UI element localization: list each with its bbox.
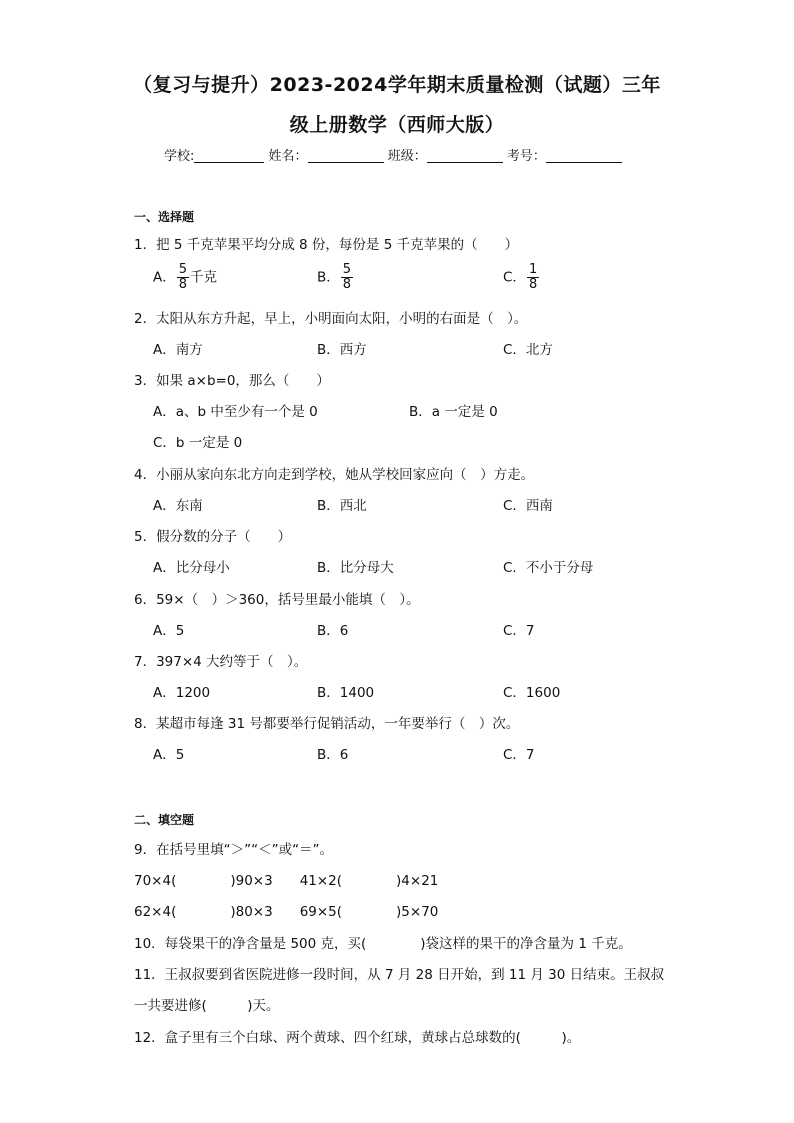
question-4: 4．小丽从家向东北方向走到学校，她从学校回家应向（ ）方走。 [134, 467, 535, 483]
q4-option-b: B．西北 [317, 498, 367, 514]
question-2: 2．太阳从东方升起，早上，小明面向太阳，小明的右面是（ ）。 [134, 311, 528, 327]
q1-a-prefix: A． [153, 269, 176, 286]
class-label: 班级： [387, 149, 427, 164]
q5-option-c: C．不小于分母 [503, 560, 594, 576]
student-info-row [164, 145, 622, 164]
q7-option-c: C．1600 [503, 685, 561, 701]
q6-option-a: A．5 [153, 623, 185, 639]
q1-a-numerator: 5 [178, 262, 188, 277]
exam-no-label: 考号： [506, 149, 546, 164]
q5-option-a: A．比分母小 [153, 560, 230, 576]
school-label: 学校: [164, 149, 195, 164]
question-5: 5．假分数的分子（ ） [134, 529, 292, 545]
q1-option-b [317, 263, 354, 292]
q2-option-b: B．西方 [317, 342, 367, 358]
question-9-row-1: 70×4( )90×3 41×2( )4×21 [134, 873, 439, 889]
name-label: 姓名： [268, 149, 308, 164]
exam-no-blank [546, 148, 622, 163]
question-8: 8．某超市每逢 31 号都要举行促销活动，一年要举行（ ）次。 [134, 716, 520, 732]
question-3: 3．如果 a×b=0，那么（ ） [134, 373, 330, 389]
q1-b-numerator: 5 [342, 262, 352, 277]
section-heading-fill-in: 二、填空题 [134, 813, 195, 827]
school-blank [194, 148, 264, 163]
q6-option-c: C．7 [503, 623, 535, 639]
q1-a-denominator: 8 [178, 277, 188, 292]
q3-option-a: A．a、b 中至少有一个是 0 [153, 404, 318, 420]
question-11-line-1: 11．王叔叔要到省医院进修一段时间，从 7 月 28 日开始，到 11 月 30 日结束。王叔叔 [134, 967, 665, 983]
q1-option-c [503, 263, 540, 292]
q1-c-prefix: C． [503, 269, 526, 286]
question-9-row-2: 62×4( )80×3 69×5( )5×70 [134, 904, 439, 920]
q3-option-b: B．a 一定是 0 [409, 404, 498, 420]
q1-b-denominator: 8 [342, 277, 352, 292]
page-title-line1: （复习与提升）2023-2024学年期末质量检测（试题）三年 [133, 74, 661, 96]
q2-option-c: C．北方 [503, 342, 553, 358]
q1-a-fraction [177, 263, 189, 292]
q8-option-a: A．5 [153, 747, 185, 763]
q1-b-fraction [341, 263, 353, 292]
section-heading-choice: 一、选择题 [134, 210, 195, 224]
q2-option-a: A．南方 [153, 342, 203, 358]
q5-option-b: B．比分母大 [317, 560, 394, 576]
class-blank [427, 148, 503, 163]
question-9: 9．在括号里填“＞”“＜”或“＝”。 [134, 842, 334, 858]
question-7: 7．397×4 大约等于（ ）。 [134, 654, 308, 670]
q3-option-c: C．b 一定是 0 [153, 435, 243, 451]
question-6: 6．59×（ ）＞360，括号里最小能填（ ）。 [134, 592, 420, 608]
name-blank [308, 148, 384, 163]
q4-option-c: C．西南 [503, 498, 553, 514]
question-11-line-2: 一共要进修( )天。 [134, 998, 280, 1014]
q6-option-b: B．6 [317, 623, 349, 639]
q8-option-b: B．6 [317, 747, 349, 763]
q1-c-fraction [527, 263, 539, 292]
question-1: 1．把 5 千克苹果平均分成 8 份，每份是 5 千克苹果的（ ） [134, 237, 519, 253]
question-12: 12．盒子里有三个白球、两个黄球、四个红球，黄球占总球数的( )。 [134, 1030, 581, 1046]
q1-c-denominator: 8 [528, 277, 538, 292]
question-10: 10．每袋果干的净含量是 500 克，买( )袋这样的果干的净含量为 1 千克。 [134, 936, 632, 952]
q1-b-prefix: B． [317, 269, 340, 286]
q1-a-unit: 千克 [190, 269, 218, 286]
q7-option-a: A．1200 [153, 685, 211, 701]
page-title-line2: 级上册数学（西师大版） [289, 114, 505, 136]
q1-c-numerator: 1 [528, 262, 538, 277]
q1-option-a [153, 263, 217, 292]
q8-option-c: C．7 [503, 747, 535, 763]
q4-option-a: A．东南 [153, 498, 203, 514]
q7-option-b: B．1400 [317, 685, 375, 701]
